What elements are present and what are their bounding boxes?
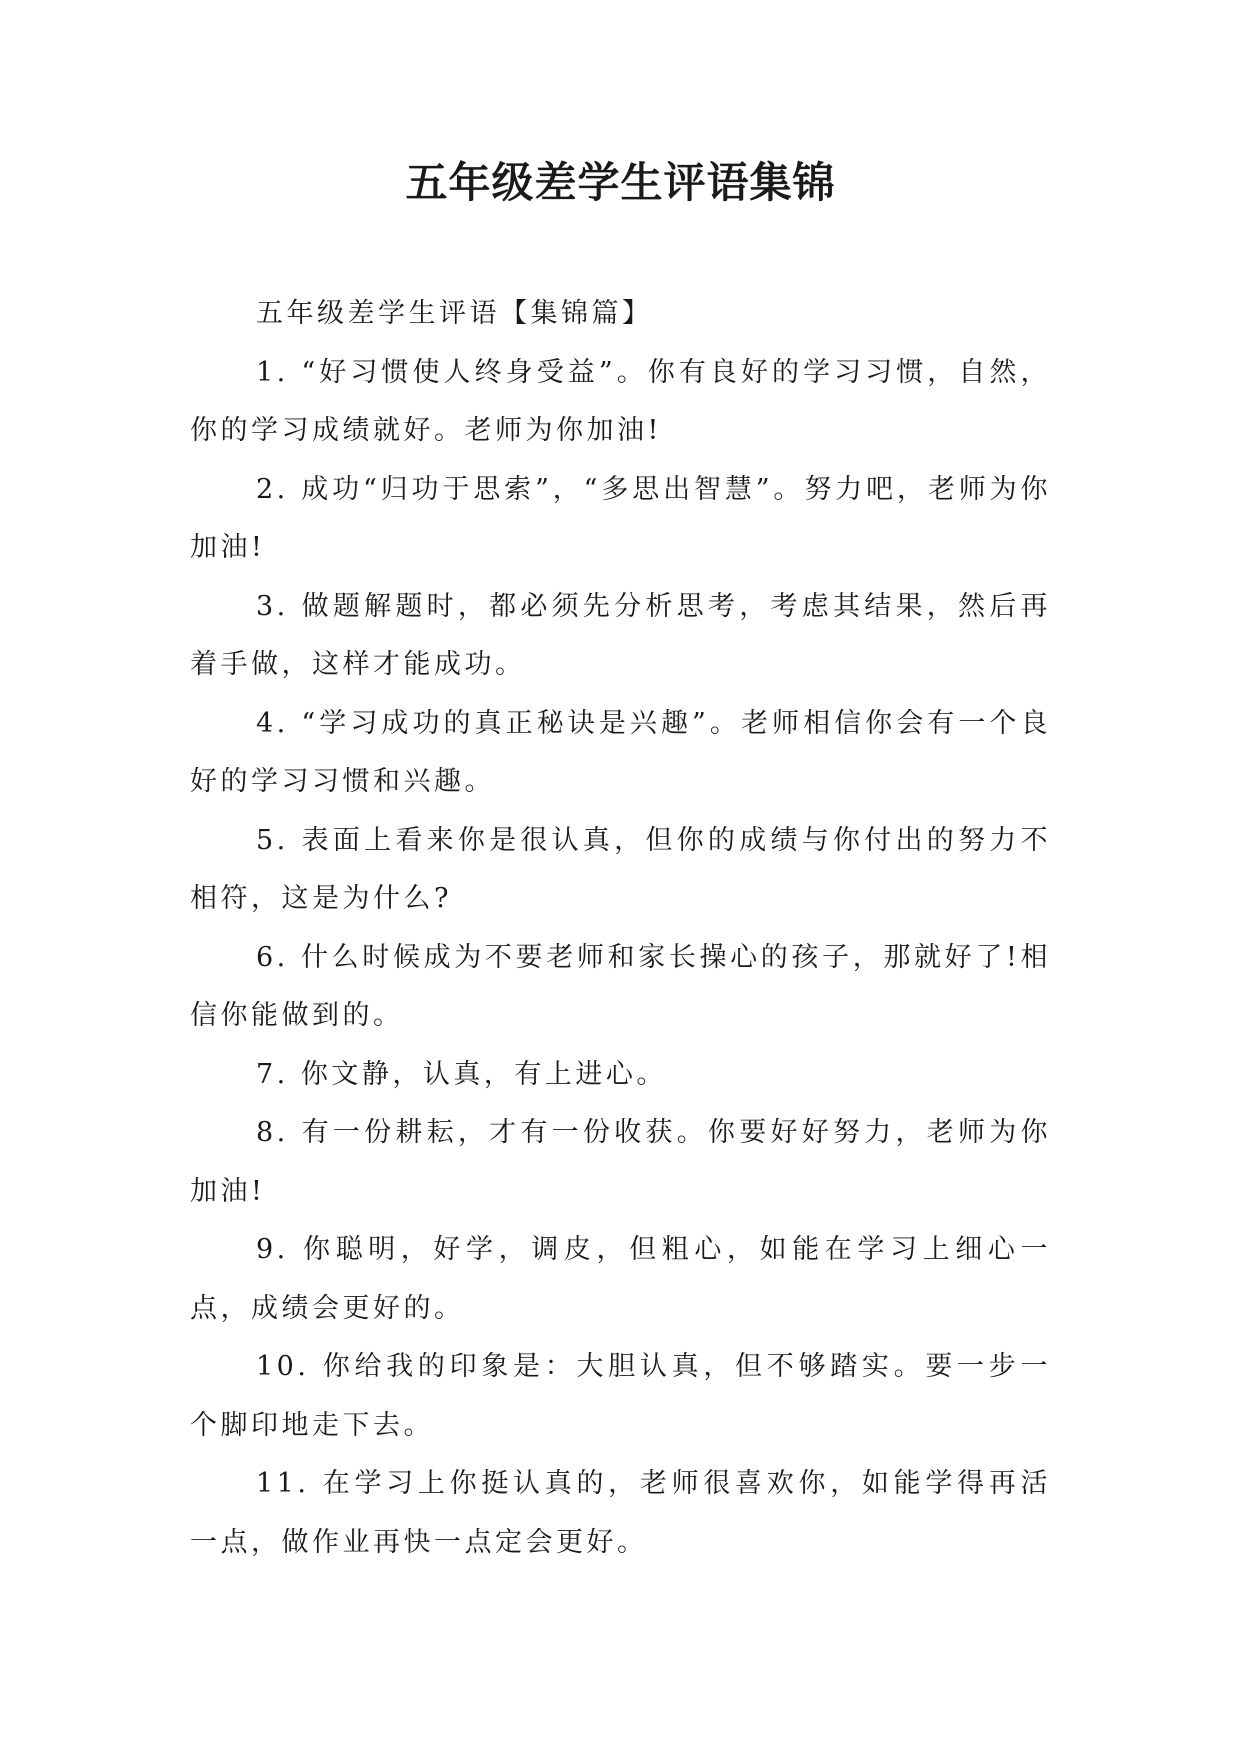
- comment-item-5: 5. 表面上看来你是很认真，但你的成绩与你付出的努力不相符，这是为什么?: [190, 824, 1051, 914]
- comment-item-11: 11. 在学习上你挺认真的，老师很喜欢你，如能学得再活一点，做作业再快一点定会更好。: [190, 1468, 1051, 1558]
- comment-item-2: 2. 成功“归功于思索”，“多思出智慧”。努力吧，老师为你加油!: [190, 473, 1051, 563]
- document-body: [190, 285, 1051, 1572]
- comment-item-4: 4. “学习成功的真正秘诀是兴趣”。老师相信你会有一个良好的学习习惯和兴趣。: [190, 707, 1051, 797]
- comment-item-8: 8. 有一份耕耘，才有一份收获。你要好好努力，老师为你加油!: [190, 1117, 1051, 1207]
- section-subtitle: 五年级差学生评语【集锦篇】: [256, 298, 653, 329]
- comment-item-9: 9. 你聪明，好学，调皮，但粗心，如能在学习上细心一点，成绩会更好的。: [190, 1234, 1051, 1324]
- comment-item-10: 10. 你给我的印象是：大胆认真，但不够踏实。要一步一个脚印地走下去。: [190, 1351, 1051, 1441]
- comment-item-3: 3. 做题解题时，都必须先分析思考，考虑其结果，然后再着手做，这样才能成功。: [190, 590, 1051, 680]
- comment-item-1: 1. “好习惯使人终身受益”。你有良好的学习习惯，自然，你的学习成绩就好。老师为你加油!: [190, 356, 1051, 446]
- comment-item-7: 7. 你文静，认真，有上进心。: [256, 1058, 667, 1090]
- comment-item-6: 6. 什么时候成为不要老师和家长操心的孩子，那就好了!相信你能做到的。: [190, 941, 1051, 1031]
- page-title: 五年级差学生评语集锦: [405, 158, 836, 207]
